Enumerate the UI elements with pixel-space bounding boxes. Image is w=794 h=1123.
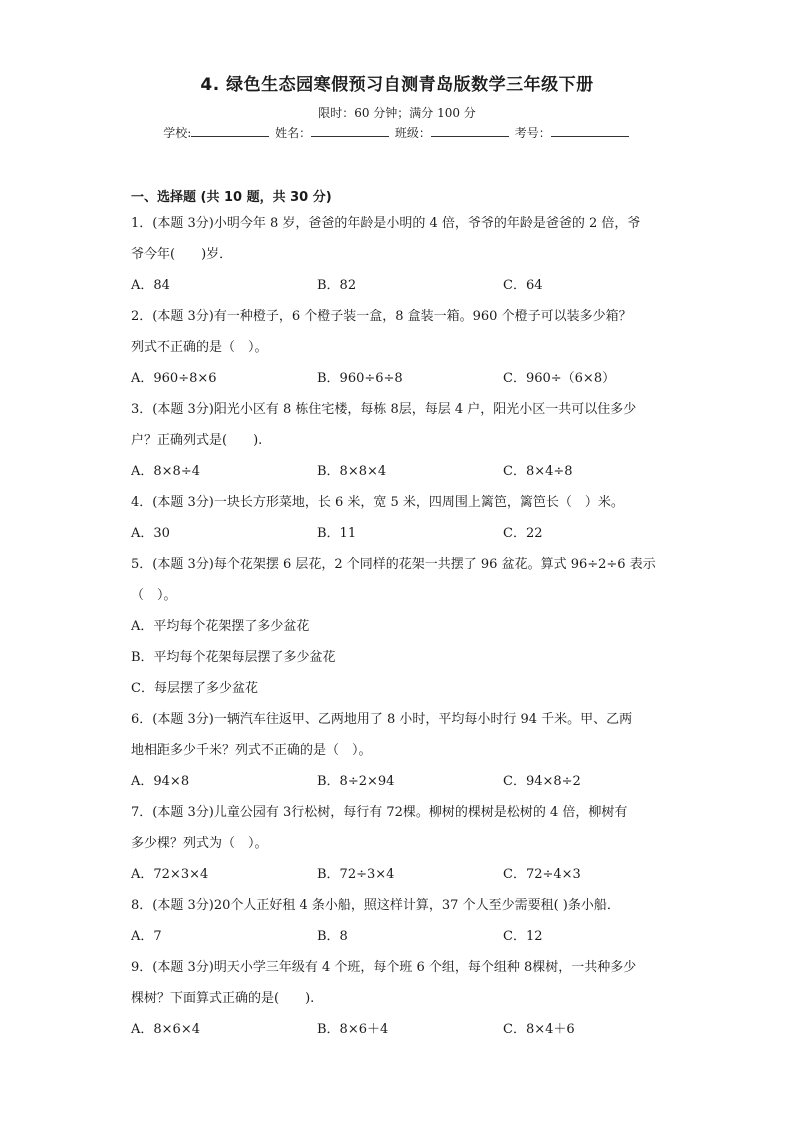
question-text-line: 列式不正确的是（ ）。 (131, 340, 268, 355)
option-b[interactable]: B．8×8×4 (317, 464, 387, 479)
question-3 (131, 394, 671, 487)
option-a[interactable]: A．7 (131, 929, 162, 944)
student-info-fields (0, 124, 794, 141)
option-c[interactable]: C．960÷（6×8） (503, 371, 616, 386)
question-text-line: 3．(本题 3分)阳光小区有 8 栋住宅楼，每栋 8层，每层 4 户，阳光小区一共可以住多少 (131, 402, 637, 417)
class-blank[interactable] (431, 124, 509, 137)
option-b[interactable]: B．8÷2×94 (317, 774, 395, 789)
time-score-info: 限时：60 分钟；满分 100 分 (318, 106, 476, 120)
question-text-line: C．每层摆了多少盆花 (131, 681, 258, 696)
class-label: 班级： (394, 126, 431, 140)
option-c[interactable]: C．8×4÷8 (503, 464, 573, 479)
option-c[interactable]: C．22 (503, 526, 543, 541)
option-b[interactable]: B．82 (317, 278, 357, 293)
option-a[interactable]: A．8×6×4 (131, 1022, 200, 1037)
question-text-line: 多少棵？列式为（ ）。 (131, 836, 268, 851)
option-a[interactable]: A．8×8÷4 (131, 464, 200, 479)
question-text-line: B．平均每个花架每层摆了多少盆花 (131, 650, 336, 665)
exam-number-label: 考号： (514, 126, 551, 140)
option-a[interactable]: A．960÷8×6 (131, 371, 217, 386)
answer-options (131, 456, 671, 487)
question-text-line: （ ）。 (131, 588, 177, 603)
question-text-line: 爷今年( )岁． (131, 247, 233, 262)
question-text-line: 4．(本题 3分)一块长方形菜地，长 6 米，宽 5 米，四周围上篱笆，篱笆长（ ）米。 (131, 495, 624, 510)
option-b[interactable]: B．960÷6÷8 (317, 371, 403, 386)
question-1 (131, 208, 671, 301)
question-text-line: 棵树？下面算式正确的是( ). (131, 991, 315, 1006)
answer-options (131, 1014, 671, 1045)
option-a[interactable]: A．30 (131, 526, 170, 541)
option-b[interactable]: B．11 (317, 526, 357, 541)
school-blank[interactable] (191, 124, 269, 137)
name-blank[interactable] (311, 124, 389, 137)
name-label: 姓名： (275, 126, 312, 140)
option-c[interactable]: C．72÷4×3 (503, 867, 581, 882)
question-text-line: 2．(本题 3分)有一种橙子，6 个橙子装一盒，8 盒装一箱。960 个橙子可以装多少箱？ (131, 309, 632, 324)
option-b[interactable]: B．72÷3×4 (317, 867, 395, 882)
answer-options (131, 766, 671, 797)
page-title: 4. 绿色生态园寒假预习自测青岛版数学三年级下册 (200, 75, 594, 95)
answer-options (131, 859, 671, 890)
option-c[interactable]: C．12 (503, 929, 543, 944)
section-heading: 一、选择题 (共 10 题，共 30 分) (131, 190, 332, 205)
question-text-line: 7．(本题 3分)儿童公园有 3行松树，每行有 72棵。柳树的棵树是松树的 4 倍，柳树有 (131, 805, 628, 820)
option-a[interactable]: A．84 (131, 278, 170, 293)
option-c[interactable]: C．94×8÷2 (503, 774, 581, 789)
option-a[interactable]: A．72×3×4 (131, 867, 209, 882)
question-6 (131, 704, 671, 797)
option-c[interactable]: C．64 (503, 278, 543, 293)
question-text-line: 5．(本题 3分)每个花架摆 6 层花，2 个同样的花架一共摆了 96 盆花。算式 96÷2÷6 表示 (131, 557, 656, 572)
question-4 (131, 487, 671, 549)
question-text-line: 8．(本题 3分)20个人正好租 4 条小船，照这样计算，37 个人至少需要租( )条小船． (131, 898, 620, 913)
option-c[interactable]: C．8×4＋6 (503, 1022, 575, 1037)
question-text-line: 1．(本题 3分)小明今年 8 岁，爸爸的年龄是小明的 4 倍，爷爷的年龄是爸爸的 2 倍，爷 (131, 216, 641, 231)
answer-options (131, 363, 671, 394)
question-8 (131, 890, 671, 952)
question-text-line: 9．(本题 3分)明天小学三年级有 4 个班，每个班 6 个组，每个组种 8棵树，一共种多少 (131, 960, 637, 975)
answer-options (131, 518, 671, 549)
question-9 (131, 952, 671, 1045)
answer-options (131, 270, 671, 301)
question-5 (131, 549, 671, 704)
option-b[interactable]: B．8 (317, 929, 348, 944)
option-a[interactable]: A．94×8 (131, 774, 190, 789)
school-label: 学校: (163, 126, 192, 140)
answer-options (131, 921, 671, 952)
question-list (131, 208, 671, 1045)
question-text-line: 6．(本题 3分)一辆汽车往返甲、乙两地用了 8 小时，平均每小时行 94 千米。甲、乙两 (131, 712, 633, 727)
question-text-line: 户？正确列式是( ). (131, 433, 263, 448)
option-b[interactable]: B．8×6＋4 (317, 1022, 389, 1037)
question-text-line: A．平均每个花架摆了多少盆花 (131, 619, 310, 634)
question-7 (131, 797, 671, 890)
question-text-line: 地相距多少千米？列式不正确的是（ ）。 (131, 743, 372, 758)
exam-number-blank[interactable] (551, 124, 629, 137)
question-2 (131, 301, 671, 394)
